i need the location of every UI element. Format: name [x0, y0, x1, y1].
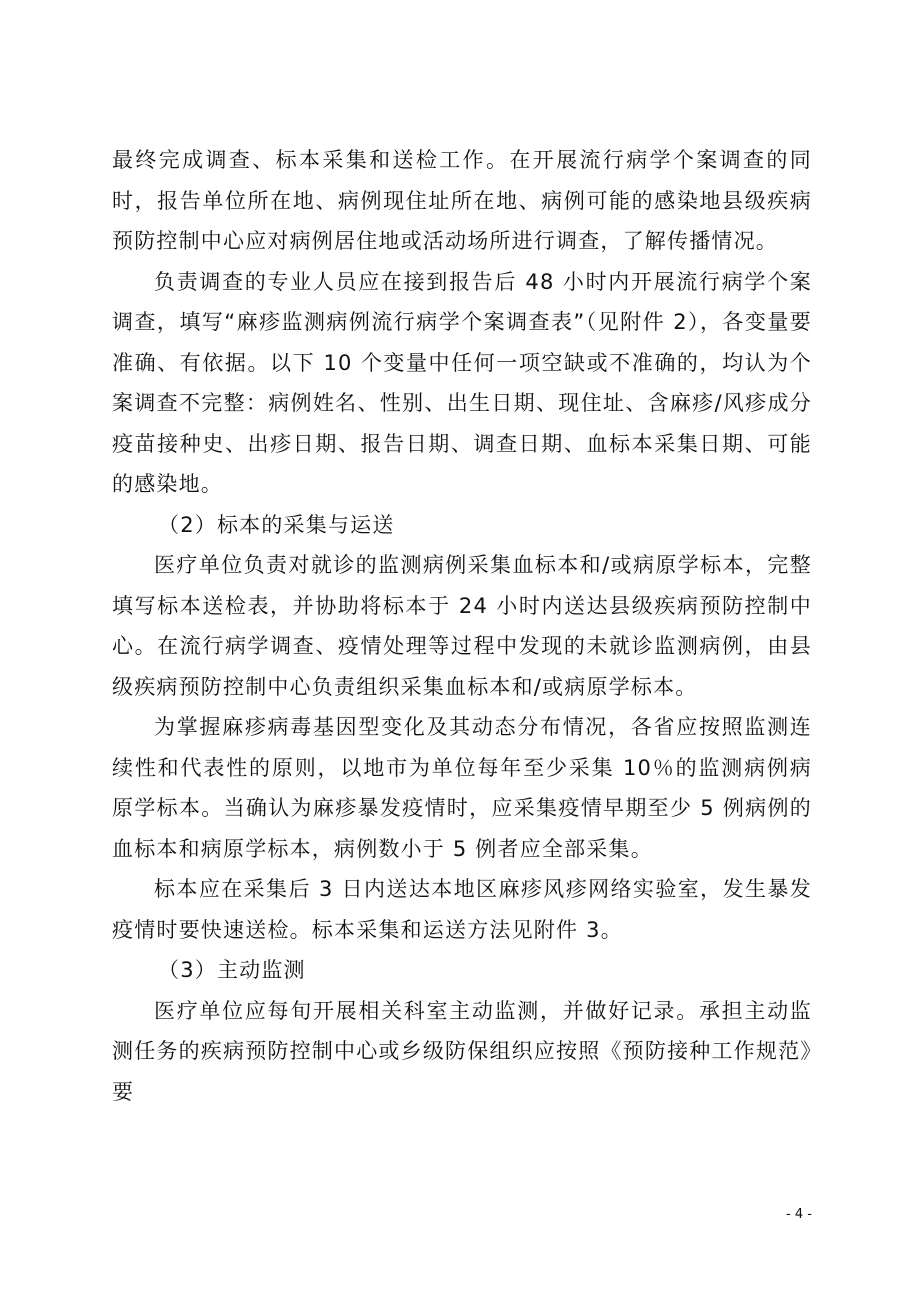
body-text [112, 140, 812, 1112]
paragraph-specimen-collection: 医疗单位负责对就诊的监测病例采集血标本和/或病原学标本，完整填写标本送检表，并协助将标本于 24 小时内送达县级疾病预防控制中心。在流行病学调查、疫情处理等过程中发现的未就诊监测病例，由县级疾病预防控制中心负责组织采集血标本和/或病原学标本。 [112, 553, 812, 699]
paragraph-specimen-delivery: 标本应在采集后 3 日内送达本地区麻疹风疹网络实验室，发生暴发疫情时要快速送检。标本采集和运送方法见附件 3。 [112, 877, 812, 942]
paragraph-continuation: 最终完成调查、标本采集和送检工作。在开展流行病学个案调查的同时，报告单位所在地、病例现住址所在地、病例可能的感染地县级疾病预防控制中心应对病例居住地或活动场所进行调查，了解传播情况。 [112, 148, 812, 253]
section-heading-active-surveillance: （3）主动监测 [158, 958, 306, 982]
paragraph-active-surveillance: 医疗单位应每旬开展相关科室主动监测，并做好记录。承担主动监测任务的疾病预防控制中心或乡级防保组织应按照《预防接种工作规范》要 [112, 998, 812, 1104]
section-heading-specimen: （2）标本的采集与运送 [158, 512, 395, 537]
paragraph-investigation: 负责调查的专业人员应在接到报告后 48 小时内开展流行病学个案调查，填写“麻疹监测病例流行病学个案调查表”（见附件 2），各变量要准确、有依据。以下 10 个变量中任何一项空缺或不准确的，均认为个案调查不完整：病例姓名、性别、出生日期、现住址、含麻疹/风疹成分疫苗接种史、出疹日期、报告日期、调查日期、血标本采集日期、可能的感染地。 [112, 269, 812, 496]
paragraph-genotype: 为掌握麻疹病毒基因型变化及其动态分布情况，各省应按照监测连续性和代表性的原则，以地市为单位每年至少采集 10％的监测病例病原学标本。当确认为麻疹暴发疫情时，应采集疫情早期至少 5 例病例的血标本和病原学标本，病例数小于 5 例者应全部采集。 [112, 715, 812, 861]
page-number: - 4 - [786, 1207, 812, 1222]
